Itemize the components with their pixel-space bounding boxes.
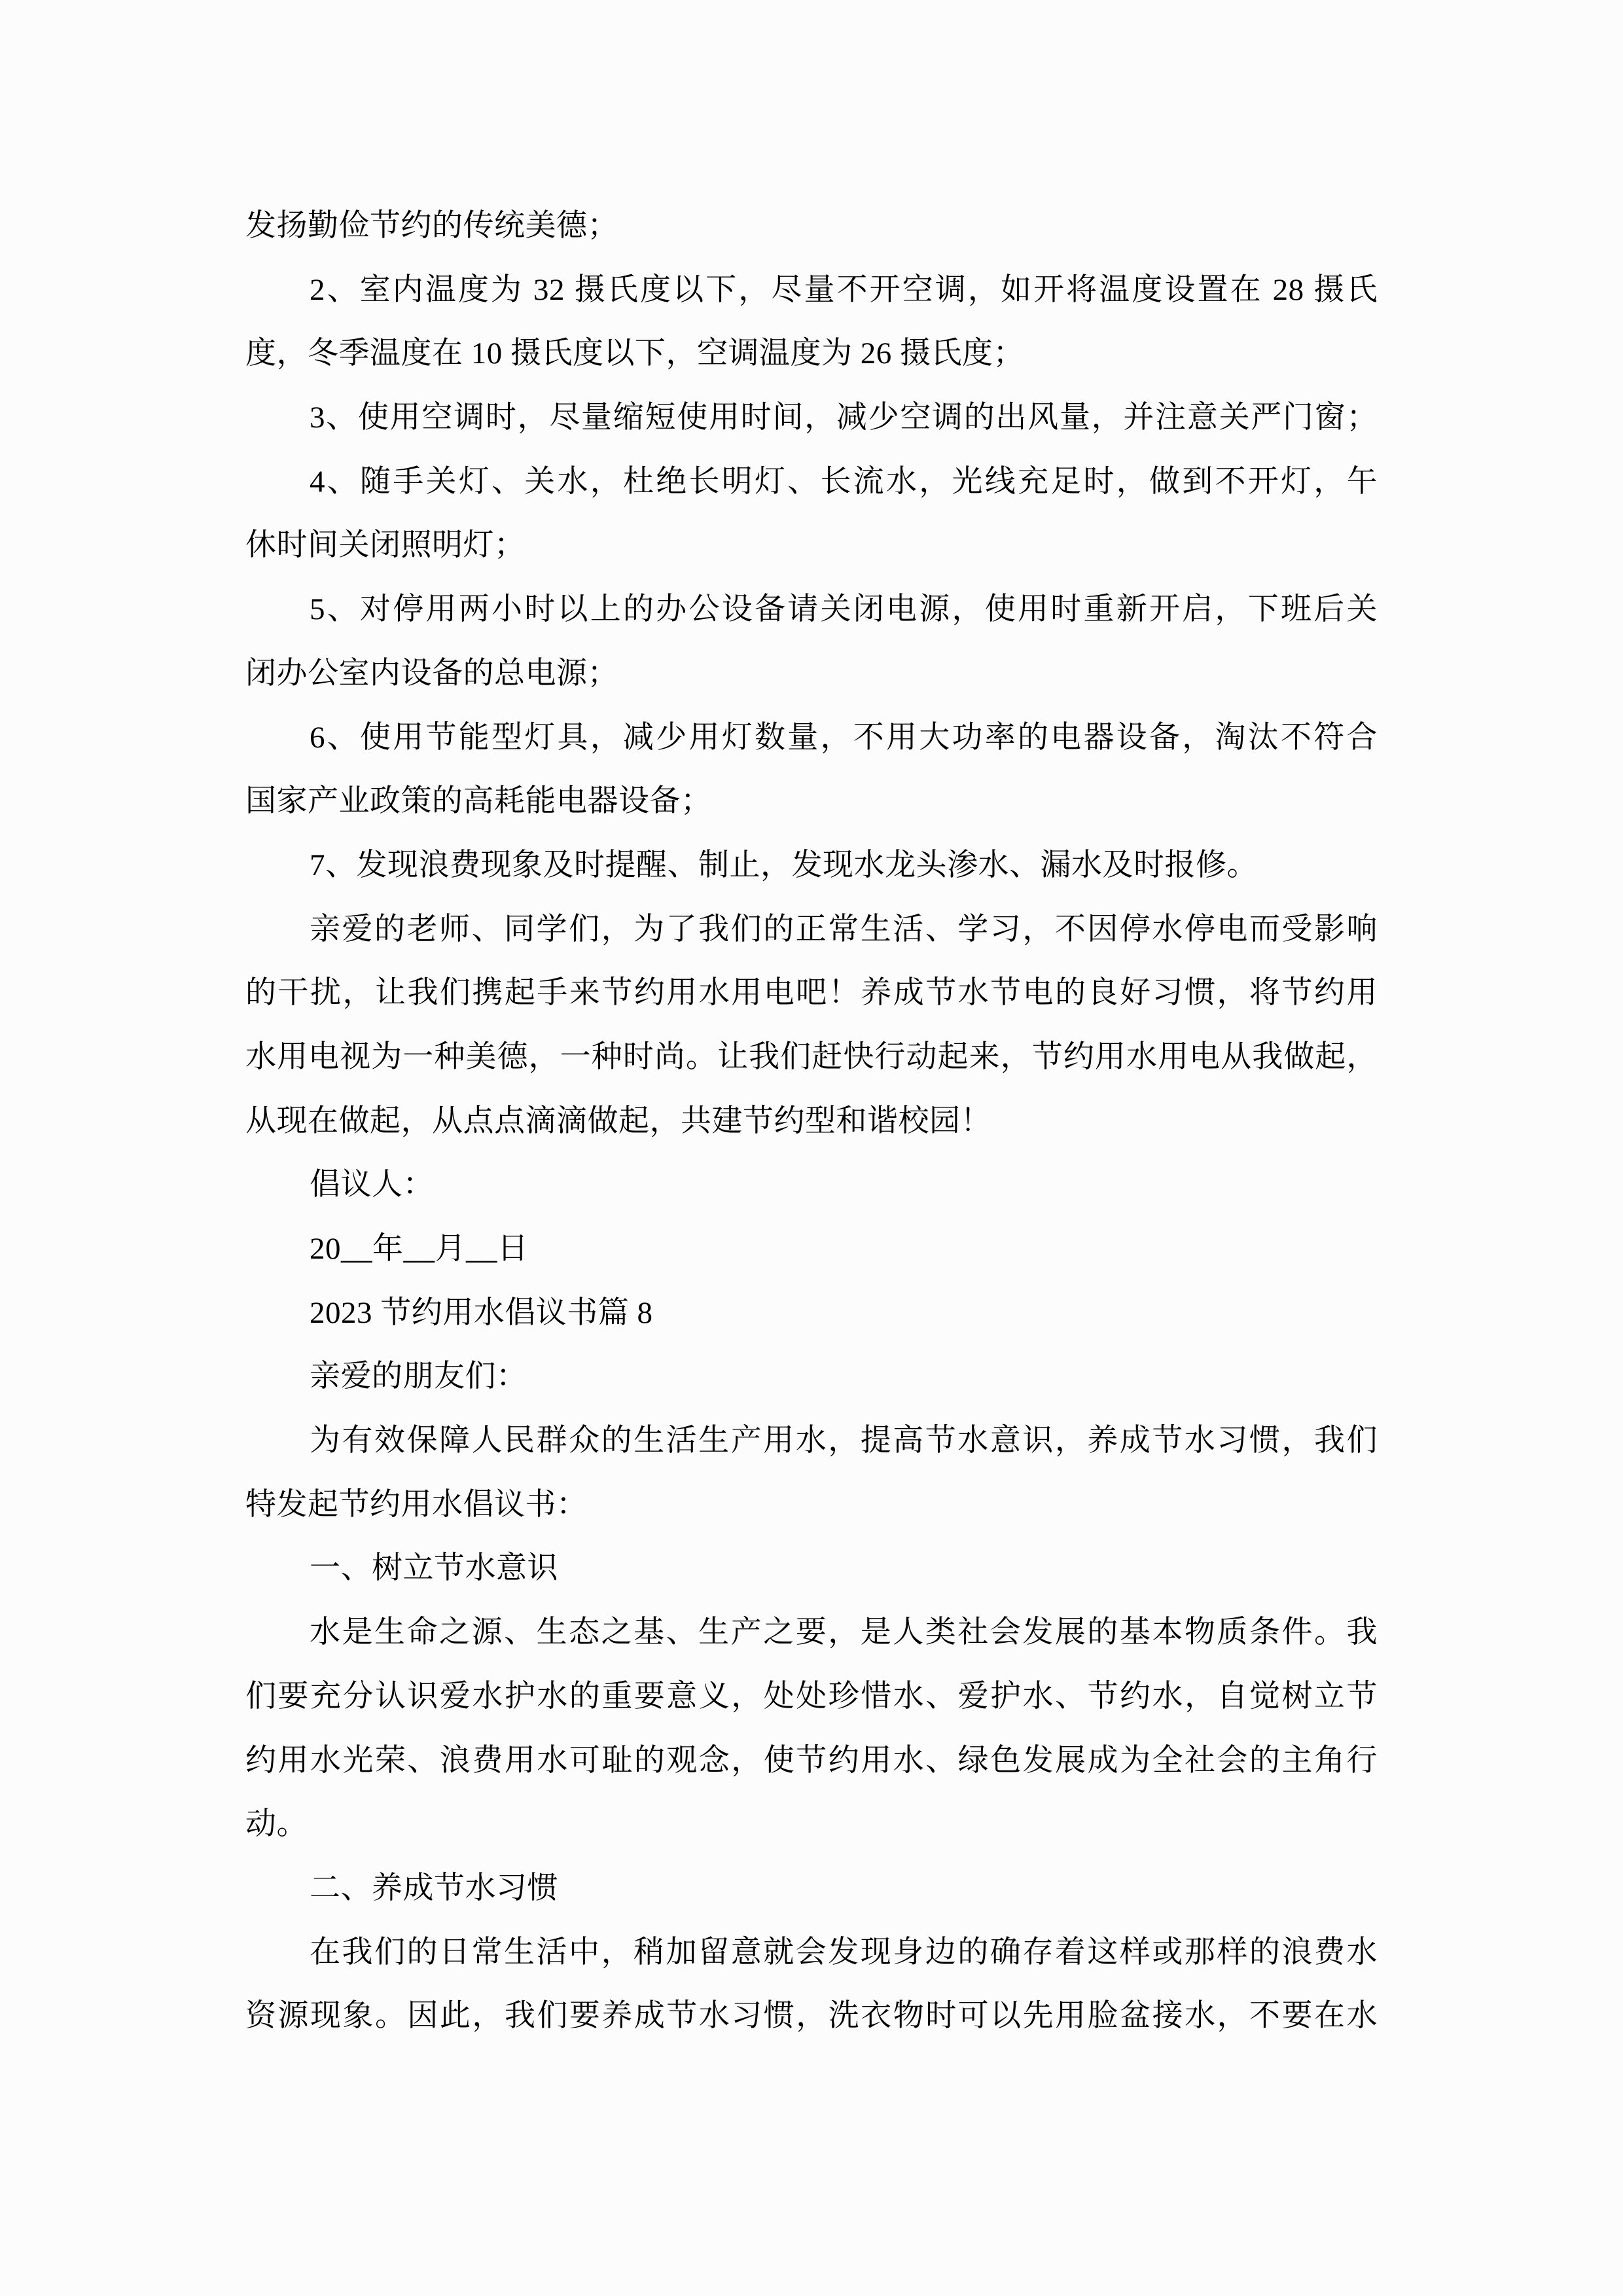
text-line: 2、室内温度为 32 摄氏度以下，尽量不开空调，如开将温度设置在 28 摄氏 xyxy=(310,272,1378,307)
text-line: 为有效保障人民群众的生活生产用水，提高节水意识，养成节水习惯，我们 xyxy=(310,1424,1378,1458)
text-line: 20__年__月__日 xyxy=(310,1232,529,1266)
text-line: 动。 xyxy=(245,1807,308,1842)
text-line: 二、养成节水习惯 xyxy=(310,1871,558,1905)
text-line: 4、随手关灯、关水，杜绝长明灯、长流水，光线充足时，做到不开灯，午 xyxy=(310,464,1378,499)
text-line: 6、使用节能型灯具，减少用灯数量，不用大功率的电器设备，淘汰不符合 xyxy=(310,720,1378,755)
text-line: 水是生命之源、生态之基、生产之要，是人类社会发展的基本物质条件。我 xyxy=(310,1615,1378,1650)
text-line: 3、使用空调时，尽量缩短使用时间，减少空调的出风量，并注意关严门窗； xyxy=(310,401,1378,435)
text-line: 5、对停用两小时以上的办公设备请关闭电源，使用时重新开启，下班后关 xyxy=(310,592,1378,627)
text-line: 从现在做起，从点点滴滴做起，共建节约型和谐校园！ xyxy=(245,1103,991,1138)
text-line: 闭办公室内设备的总电源； xyxy=(245,656,618,691)
text-line: 2023 节约用水倡议书篇 8 xyxy=(310,1295,653,1330)
text-line: 倡议人： xyxy=(310,1168,434,1202)
text-line: 特发起节约用水倡议书： xyxy=(245,1487,588,1522)
text-line: 休时间关闭照明灯； xyxy=(245,528,526,563)
text-line: 资源现象。因此，我们要养成节水习惯，洗衣物时可以先用脸盆接水，不要在水 xyxy=(245,1999,1378,2034)
text-line: 的干扰，让我们携起手来节约用水用电吧！养成节水节电的良好习惯，将节约用 xyxy=(245,976,1378,1011)
document-body xyxy=(245,194,1378,2049)
text-line: 国家产业政策的高耗能电器设备； xyxy=(245,784,712,819)
text-line: 发扬勤俭节约的传统美德； xyxy=(245,209,618,243)
text-line: 们要充分认识爱水护水的重要意义，处处珍惜水、爱护水、节约水，自觉树立节 xyxy=(245,1679,1378,1713)
text-line: 水用电视为一种美德，一种时尚。让我们赶快行动起来，节约用水用电从我做起， xyxy=(245,1039,1378,1074)
text-line: 7、发现浪费现象及时提醒、制止，发现水龙头渗水、漏水及时报修。 xyxy=(310,848,1258,882)
text-line: 在我们的日常生活中，稍加留意就会发现身边的确存着这样或那样的浪费水 xyxy=(310,1935,1378,1969)
text-line: 一、树立节水意识 xyxy=(310,1551,558,1586)
text-line: 度，冬季温度在 10 摄氏度以下，空调温度为 26 摄氏度； xyxy=(245,336,1024,371)
text-line: 亲爱的老师、同学们，为了我们的正常生活、学习，不因停水停电而受影响 xyxy=(310,912,1378,946)
text-line: 亲爱的朋友们： xyxy=(310,1359,527,1394)
text-line: 约用水光荣、浪费用水可耻的观念，使节约用水、绿色发展成为全社会的主角行 xyxy=(245,1743,1378,1778)
